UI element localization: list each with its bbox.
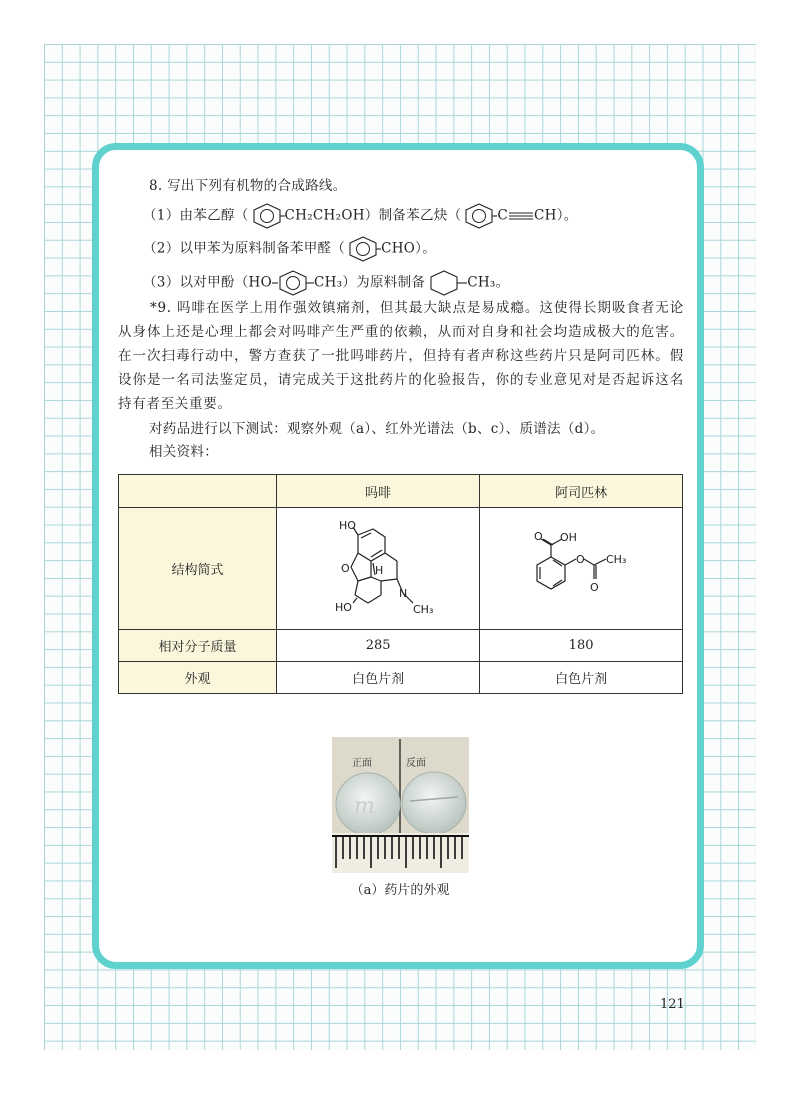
morphine-label-ho-top: HO <box>339 518 357 532</box>
triple-bond-icon <box>508 211 534 221</box>
q8-part1-text-b: ）制备苯乙炔（ <box>364 207 462 224</box>
q8-part3-ho: HO <box>248 274 272 291</box>
table-row-look <box>119 662 683 694</box>
q8-part2-text-b: ）。 <box>415 240 437 257</box>
q8-part3 <box>143 270 509 296</box>
aspirin-mass: 180 <box>480 630 683 662</box>
table-row-label-structure: 结构简式 <box>119 508 277 630</box>
tablet-photo <box>332 737 469 873</box>
q8-part1-text-c: ）。 <box>556 207 578 224</box>
table-row-mass <box>119 630 683 662</box>
q8-part3-text-a: （3）以对甲酚（ <box>143 274 249 291</box>
q8-title: 8. 写出下列有机物的合成路线。 <box>149 178 347 194</box>
morphine-mass: 285 <box>277 630 480 662</box>
morphine-label-ch3: CH₃ <box>413 602 434 616</box>
morphine-label-h: H <box>375 563 384 577</box>
aspirin-label-ch3: CH₃ <box>606 552 627 566</box>
photo-caption: （a）药片的外观 <box>350 883 450 898</box>
aspirin-structure-cell <box>480 508 683 630</box>
morphine-label-ho-bottom: HO <box>335 600 353 614</box>
morphine-structure-cell <box>277 508 480 630</box>
q8-part1-group: CH₂CH₂OH <box>284 207 365 224</box>
morphine-look: 白色片剂 <box>277 662 480 694</box>
page-number: 121 <box>660 997 685 1012</box>
q8-part2 <box>143 236 436 262</box>
table-row-label-mass: 相对分子质量 <box>119 630 277 662</box>
benzene-ring-icon <box>249 203 285 229</box>
aspirin-look: 白色片剂 <box>480 662 683 694</box>
benzene-ring-icon <box>461 203 497 229</box>
q8-part1 <box>143 203 578 229</box>
q8-part2-text-a: （2）以甲苯为原料制备苯甲醛（ <box>143 240 346 257</box>
q9-body: *9. 吗啡在医学上用作强效镇痛剂，但其最大缺点是易成瘾。这使得长期吸食者无论从身体上还是心理上都会对吗啡产生严重的依赖，从而对自身和社会均造成极大的危害。在一次扫毒行动中，警方查获了一批吗啡药片，但持有者声称这些药片只是阿司匹林。假设你是一名司法鉴定员，请完成关于这批药片的化验报告，你的专业意见对是否起诉这名持有者至关重要。 <box>118 300 684 412</box>
q8-part3-ch3: CH₃ <box>313 274 343 291</box>
morphine-label-o: O <box>341 561 350 575</box>
benzene-ring-icon <box>345 236 381 262</box>
q8-part1-group3: CH <box>534 207 557 224</box>
q8-part2-group: CHO <box>381 240 416 257</box>
table-row-label-look: 外观 <box>119 662 277 694</box>
q8-part1-text-a: （1）由苯乙醇（ <box>143 207 249 224</box>
aspirin-label-o3: O <box>590 580 599 594</box>
table-col-aspirin: 阿司匹林 <box>480 475 683 508</box>
photo-label-front: 正面 <box>352 758 372 769</box>
table-corner-cell <box>119 475 277 508</box>
aspirin-label-oh: OH <box>560 530 578 544</box>
aspirin-structure-icon <box>526 531 636 607</box>
benzene-ring-icon <box>272 270 314 296</box>
svg-text:m: m <box>354 794 375 819</box>
reference-table <box>118 474 683 694</box>
morphine-structure-icon <box>313 519 443 619</box>
morphine-label-n: N <box>399 586 408 600</box>
cyclohexane-ring-icon <box>425 270 467 296</box>
table-row-structure <box>119 508 683 630</box>
aspirin-label-o2: O <box>576 552 585 566</box>
q9-ref-label: 相关资料： <box>149 444 218 460</box>
aspirin-label-o1: O <box>534 530 543 543</box>
table-header-row <box>119 475 683 508</box>
table-col-morphine: 吗啡 <box>277 475 480 508</box>
q8-part1-group2: C <box>497 207 509 224</box>
photo-label-back: 反面 <box>406 758 426 769</box>
tablet-photo-illustration <box>332 737 469 873</box>
q8-part3-text-c: CH₃。 <box>467 274 510 291</box>
q8-part3-text-b: ）为原料制备 <box>342 274 426 291</box>
q9-tests: 对药品进行以下测试：观察外观（a）、红外光谱法（b、c）、质谱法（d）。 <box>149 421 605 437</box>
